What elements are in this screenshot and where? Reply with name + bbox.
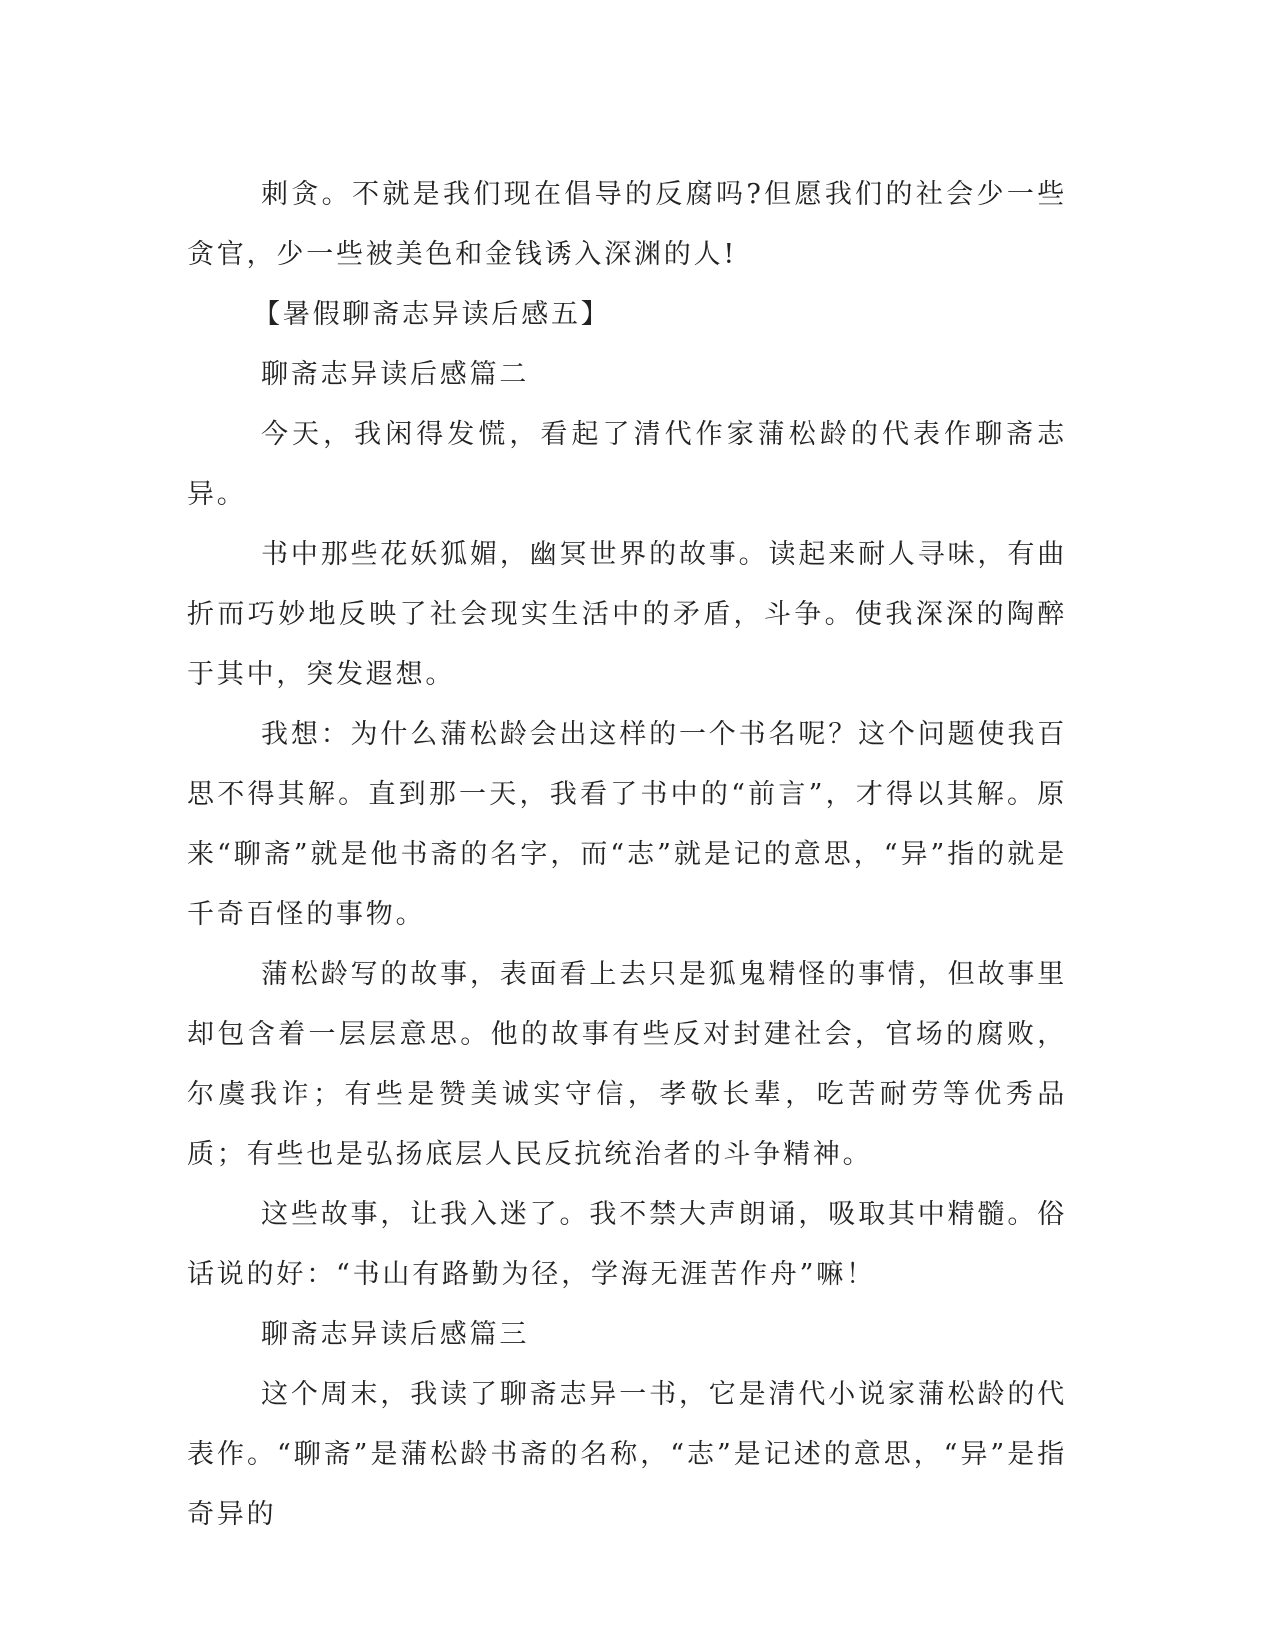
paragraph: 书中那些花妖狐媚，幽冥世界的故事。读起来耐人寻味，有曲折而巧妙地反映了社会现实生活中的矛盾，斗争。使我深深的陶醉于其中，突发遐想。 [187,539,1067,690]
section-heading-part-two: 聊斋志异读后感篇二 [261,359,530,390]
paragraph: 今天，我闲得发慌，看起了清代作家蒲松龄的代表作聊斋志异。 [187,419,1067,510]
section-heading-part-three: 聊斋志异读后感篇三 [261,1319,530,1350]
paragraph: 我想：为什么蒲松龄会出这样的一个书名呢？这个问题使我百思不得其解。直到那一天，我看了书中的“前言”，才得以其解。原来“聊斋”就是他书斋的名字，而“志”就是记的意思，“异”指的就是千奇百怪的事物。 [187,719,1067,930]
section-heading-summer: 【暑假聊斋志异读后感五】 [253,299,611,330]
document-body [187,165,1067,1545]
paragraph: 蒲松龄写的故事，表面看上去只是狐鬼精怪的事情，但故事里却包含着一层层意思。他的故事有些反对封建社会，官场的腐败，尔虞我诈；有些是赞美诚实守信，孝敬长辈，吃苦耐劳等优秀品质；有些也是弘扬底层人民反抗统治者的斗争精神。 [187,959,1067,1170]
paragraph: 这个周末，我读了聊斋志异一书，它是清代小说家蒲松龄的代表作。“聊斋”是蒲松龄书斋的名称，“志”是记述的意思，“异”是指奇异的 [187,1379,1067,1530]
paragraph: 这些故事，让我入迷了。我不禁大声朗诵，吸取其中精髓。俗话说的好：“书山有路勤为径，学海无涯苦作舟”嘛！ [187,1199,1067,1290]
paragraph-continuation: 刺贪。不就是我们现在倡导的反腐吗?但愿我们的社会少一些贪官，少一些被美色和金钱诱入深渊的人! [187,179,1067,270]
